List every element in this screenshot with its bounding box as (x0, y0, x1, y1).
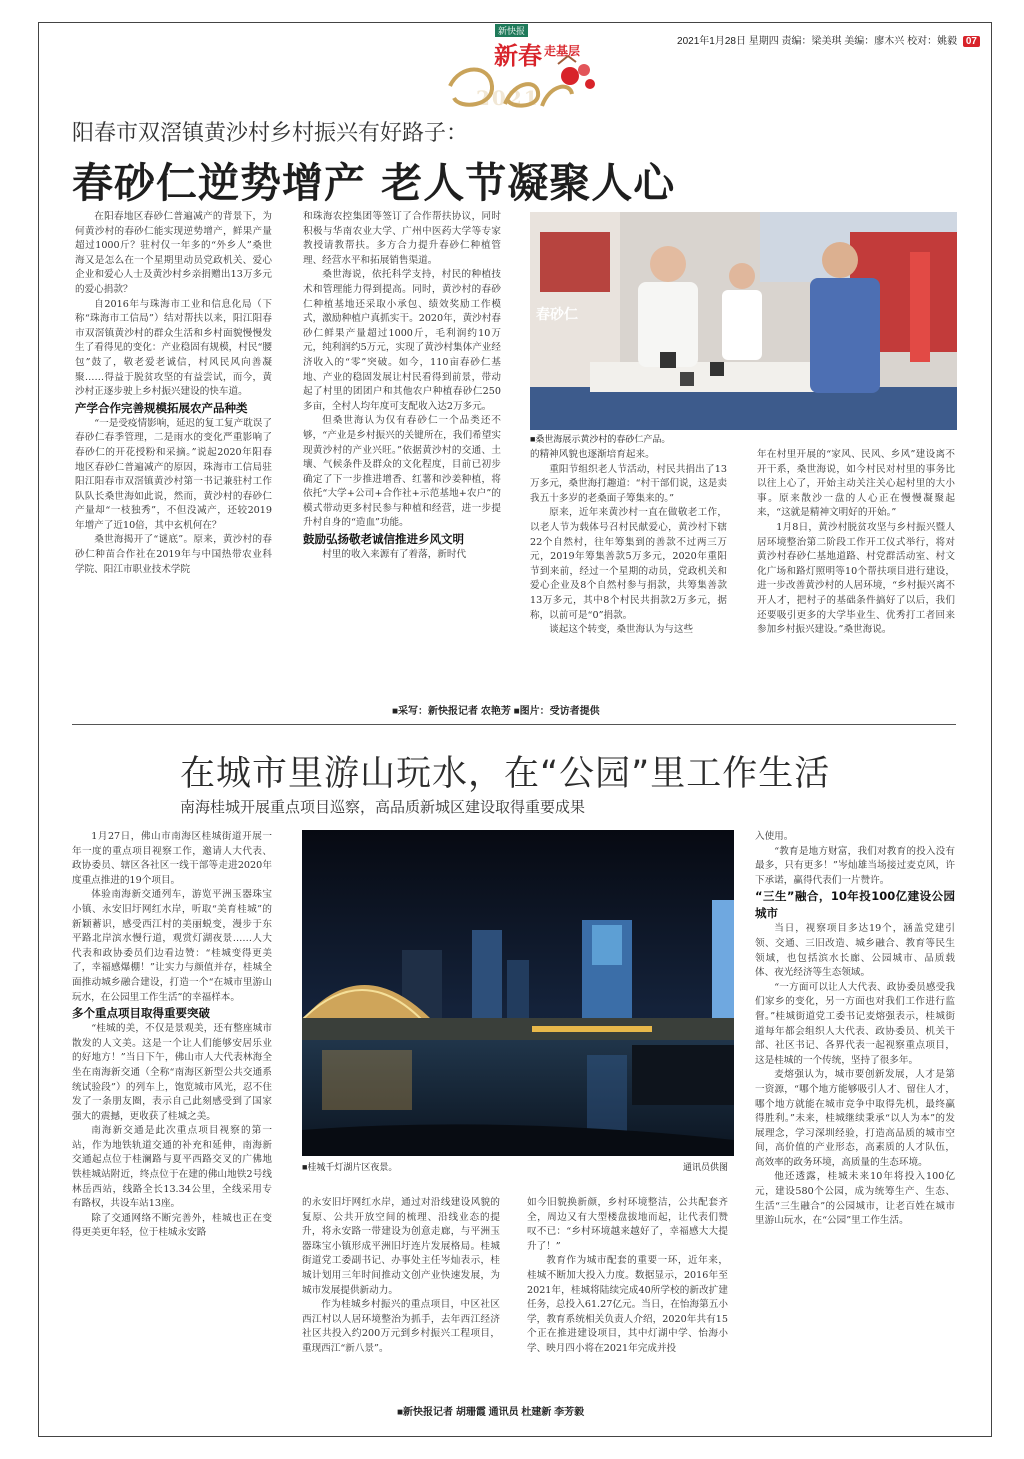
paragraph: “桂城的美，不仅是景观美，还有整座城市散发的人文美。这是一个让人们能够安居乐业的好地方！”当日下午，佛山市人大代表林海全坐在南海新交通（全称“南海区新型公共交通系统试验段”）的列车上，饱览城市风光，忍不住发了一条朋友圈，表示自己此刻感受到了国家强大的震撼，更收获了桂城之美。 (72, 1023, 272, 1122)
photo-sign-label: 春砂仁 (536, 307, 578, 323)
paragraph: 谈起这个转变，桑世海认为与这些 (549, 624, 694, 636)
article2-column-2 (302, 1196, 500, 1357)
article2-headline: 在城市里游山玩水，在“公园”里工作生活 (180, 754, 831, 794)
article2-subhead: 南海桂城开展重点项目巡察，高品质新城区建设取得重要成果 (180, 799, 586, 816)
logo-year: 2021 (476, 86, 540, 110)
paragraph: 入使用。 (755, 831, 794, 842)
article1-headline: 春砂仁逆势增产 老人节凝聚人心 (72, 159, 676, 207)
article1-column-3 (530, 448, 727, 638)
paragraph: 1月27日，佛山市南海区桂城街道开展一年一度的重点项目视察工作，邀请人大代表、政协委员、辖区各社区一线干部等走进2020年度重点推进的19个项目。 (72, 831, 272, 886)
paragraph: 作为桂城乡村振兴的重点项目，中区社区西江村以人居环境整治为抓手，去年西江经济社区共投入约200万元到乡村振兴工程项目，重现西江“新八景”。 (302, 1299, 500, 1354)
paragraph: 的永安旧圩网红水岸，通过对沿线建设风貌的复原、公共开放空间的梳理、沿线业态的提升，将永安路一带建设为创意走廊，与平洲玉器珠宝小镇形成平洲旧圩连片发展格局。桂城街道党工委副书记、办事处主任岑灿表示，桂城计划用三年时间推动文创产业快速发展，为城市发展提供新动力。 (302, 1197, 500, 1296)
article1-photo-caption: ■桑世海展示黄沙村的春砂仁产品。 (530, 434, 671, 444)
subheading: “三生”融合，10年投100亿建设公园城市 (755, 889, 955, 921)
page-header (560, 32, 980, 47)
subheading: 产学合作完善规模拓展农产品种类 (75, 400, 248, 415)
article1-column-1 (75, 210, 272, 577)
paragraph: 年在村里开展的“家风、民风、乡风”建设离不开干系，桑世海说，如今村民对村里的事务比以往上心了，开始主动关注关心起村里的大小事。原来散沙一盘的人心正在慢慢凝聚起来，“这就是精神文明好的开始。” (757, 449, 955, 519)
paragraph: 教育作为城市配套的重要一环，近年来，桂城不断加大投入力度。数据显示，2016年至2021年，桂城将陆续完成40所学校的新改扩建任务，总投入61.27亿元。当日，在怡海第五小学，教育系统相关负责人介绍，2020年共有15个正在推进建设项目，其中灯湖中学、怡海小学、映月四小将在2021年完成并投 (527, 1255, 728, 1354)
paragraph: 当日，视察项目多达19个，涵盖党建引领、交通、三旧改造、城乡融合、教育等民生领域，也包括滨水长廊、公园城市、品质载体、夜光经济等生态领域。 (755, 923, 955, 979)
paragraph: 自2016年与珠海市工业和信息化局（下称“珠海市工信局”）结对帮扶以来，阳江阳春市双滘镇黄沙村的群众生活和乡村面貌慢慢发生了看得见的变化：产业稳固有规模，村民“腰包”鼓了，敬老爱老诚信，村风民风向善凝聚……得益于脱贫攻坚的有益尝试，而今，黄沙村正逐步驶上乡村振兴建设的快车道。 (75, 298, 272, 398)
paragraph: 体验南海新交通列车，游览平洲玉器珠宝小镇、永安旧圩网红水岸，听取“美育桂城”的新颖蓄识，感受西江村的美丽蜕变，漫步于东平路北岸滨水慢行道，观赏灯湖夜景……人大代表和政协委员们边看边赞：“桂城变得更美了，幸福感爆棚！”让实力与颜值并存，桂城全面推动城乡融合建设，打造一个“在城市里游山玩水，在公园里工作生活”的幸福样本。 (72, 889, 272, 1003)
article2-column-1 (72, 830, 272, 1241)
paragraph: 重阳节组织老人节活动，村民共捐出了13万多元，桑世海打趣道：“村干部们说，这是卖我五十多岁的老桑面子筹集来的。” (530, 463, 727, 504)
paragraph: 原来，近年来黄沙村一直在做敬老工作，以老人节为载体号召村民献爱心，黄沙村下辖22个自然村，往年筹集到的善款不过两三万元，2019年筹集善款5万多元，2020年重阳节到来前，经过一个星期的动员，党政机关和爱心企业及8个自然村参与捐款，共筹集善款13万多元，其中8个村民共捐款2万多元，据称，以前可是“0”捐款。 (530, 507, 727, 621)
article1-credit: ■采写：新快报记者 农艳芳 ■图片：受访者提供 (392, 706, 600, 717)
article2-photo-credit: 通讯员供图 (683, 1162, 729, 1172)
article2-photo (302, 830, 734, 1156)
subheading: 鼓励弘扬敬老诚信推进乡风文明 (303, 532, 464, 547)
paragraph: 麦熔强认为，城市要创新发展，人才是第一资源，“哪个地方能够吸引人才、留住人才，哪个地方就能在城市竞争中取得先机，最终赢得胜利。”未来，桂城继续秉承“以人为本”的发展理念，学习深圳经验，打造高品质的城市空间，高价值的产业形态，高素质的人才队伍，高效率的政务环境，高质量的生态环境。 (755, 1069, 955, 1168)
paragraph: 在阳春地区春砂仁普遍减产的背景下，为何黄沙村的春砂仁能实现逆势增产，鲜果产量超过1000斤？驻村仅一年多的“外乡人”桑世海又是怎么在一个星期里动员党政机关、爱心企业和爱心人士及黄沙村乡亲捐赠出13万多元的爱心捐款？ (75, 211, 272, 295)
paragraph: 但桑世海认为仅有春砂仁一个品类还不够，“产业是乡村振兴的关键所在，我们希望实现黄沙村的产业兴旺。”依据黄沙村的交通、土壤、气候条件及群众的文化程度，目前已初步确定了下一步推进增香、红薯和沙姜种植，将依托“大学+公司+合作社+示范基地+农户”的模式带动更多村民参与种植和经营，进一步提升村自身的“造血”功能。 (303, 415, 501, 529)
article2-credit: ■新快报记者 胡珊霞 通讯员 杜建新 李芳毅 (397, 1407, 585, 1418)
logo-tag: 新快报 (495, 24, 528, 37)
city-night-photo-icon (302, 830, 734, 1156)
logo-side: 走基层 (544, 44, 581, 58)
paragraph: “一是受疫情影响，延迟的复工复产耽误了春砂仁春季管理，二是雨水的变化严重影响了春砂仁的开花授粉和采摘。”说起2020年阳春地区春砂仁普遍减产的原因，珠海市工信局驻阳江阳春市双滘镇黄沙村第一书记兼驻村工作队队长桑世海如此说，然而，黄沙村的春砂仁产量却“一枝独秀”，不但没减产，还较2019年增产了近10倍，其中玄机何在？ (75, 417, 272, 531)
paragraph: 他还透露，桂城未来10年将投入100亿元，建设580个公园，成为统筹生产、生态、生活“三生融合”的公园城市，让老百姓在城市里游山玩水，在“公园”里工作生活。 (755, 1171, 955, 1227)
article1-column-2 (303, 210, 501, 563)
paragraph: 桑世海说，依托科学支持，村民的种植技术和管理能力得到提高。同时，黄沙村的春砂仁种植基地还采取小承包、绩效奖励工作模式，激励种植户真抓实干。2020年，黄沙村春砂仁鲜果产量超过1000斤，毛利润约10万元，纯利润约5万元，实现了黄沙村集体产业经济收入的“零”突破。如今，110亩春砂仁基地、产业的稳固发展让村民看得到前景，带动起了村里的团团户和其他农户种植春砂仁250多亩，全村人均年度可支配收入达2万多元。 (303, 269, 501, 412)
paragraph: 1月8日，黄沙村脱贫攻坚与乡村振兴暨人居环境整治第二阶段工作开工仪式举行，将对黄沙村春砂仁基地道路、村党群活动室、村文化广场和路灯照明等10个帮扶项目进行建设，进一步改善黄沙村的人居环境，“乡村振兴离不开人才，把村子的基础条件搞好了以后，我们还要吸引更多的大学毕业生、优秀打工者回来参加乡村振兴建设。”桑世海说。 (757, 521, 955, 636)
paragraph: “一方面可以让人大代表、政协委员感受我们家乡的变化，另一方面也对我们工作进行监督。”桂城街道党工委书记麦熔强表示，桂城街道每年都会组织人大代表、政协委员、机关干部、社区书记、各界代表一起视察重点项目，这是桂城的一个传统，坚持了很多年。 (755, 981, 955, 1066)
paragraph: 南海新交通是此次重点项目视察的第一站，作为地铁轨道交通的补充和延伸，南海新交通起点位于桂澜路与夏平西路交叉的广佛地铁桂城站附近，终点位于在建的佛山地铁2号线林岳西站，线路全长13.34公里，全线采用专有路权，共设车站13座。 (72, 1125, 272, 1210)
page-number: 07 (963, 36, 980, 47)
paragraph: 如今旧貌换新颜，乡村环境整洁，公共配套齐全，周边又有大型楼盘拔地而起，让代表们赞叹不已：“乡村环境越来越好了，幸福感大大提升了！” (527, 1197, 728, 1252)
paragraph: “教育是地方财富，我们对教育的投入没有最多，只有更多！”岑灿雄当场接过麦克风，许下承诺，赢得代表们一片赞许。 (755, 845, 955, 886)
paragraph: 村里的收入来源有了着落，新时代 (322, 549, 467, 561)
paragraph: 桑世海揭开了“谜底”。原来，黄沙村的春砂仁种苗合作社在2019年与中国热带农业科学院、阳江市职业技术学院 (75, 534, 272, 575)
article1-column-4 (757, 448, 955, 638)
exhibition-photo-icon (530, 212, 957, 430)
paragraph: 除了交通网络不断完善外，桂城也正在变得更美更年轻，位于桂城永安路 (72, 1212, 272, 1239)
section-divider (72, 724, 956, 725)
article1-photo (530, 212, 957, 430)
paragraph: 和珠海农控集团等签订了合作帮扶协议，同时积极与华南农业大学、广州中医药大学等专家教授请教帮扶。多方合力提升春砂仁种植管理、经营水平和拓展销售渠道。 (303, 211, 501, 266)
paragraph: 的精神风貌也逐渐培育起来。 (530, 449, 655, 460)
subheading: 多个重点项目取得重要突破 (72, 1006, 210, 1021)
header-meta: 2021年1月28日 星期四 责编：梁美琪 美编：廖木兴 校对：姚毅 (677, 36, 958, 47)
article2-column-4 (755, 830, 955, 1229)
article2-column-3 (527, 1196, 728, 1357)
article1-kicker: 阳春市双滘镇黄沙村乡村振兴有好路子： (72, 120, 469, 145)
article2-photo-caption: ■桂城千灯湖片区夜景。 (302, 1162, 398, 1172)
logo-main: 新春 (494, 41, 542, 70)
